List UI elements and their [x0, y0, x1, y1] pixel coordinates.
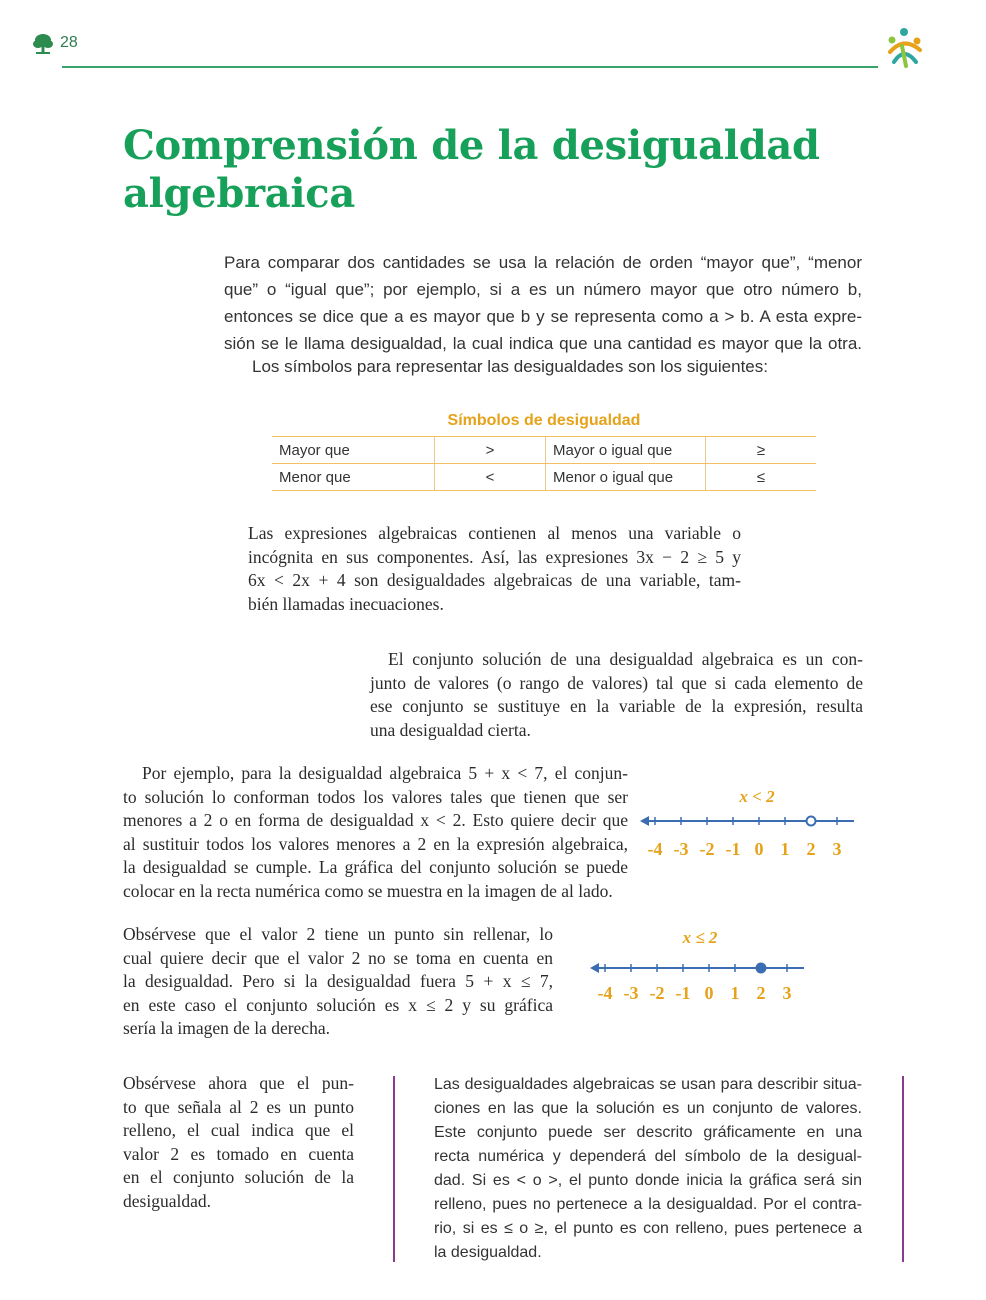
paragraph-line: bién llamadas inecuaciones.: [248, 593, 444, 614]
paragraph-line: ciones en las que la solución es un conjunto de valores.: [434, 1100, 862, 1117]
number-line-tick-label: 2: [756, 983, 766, 1003]
number-line-tick-label: 1: [730, 983, 740, 1003]
paragraph-line: sería la imagen de la derecha.: [123, 1018, 330, 1038]
paragraph-line: 6x < 2x + 4 son desigualdades algebraicas de una variable, tam-: [248, 570, 741, 590]
note-paragraph: [434, 1073, 862, 1265]
note-rule-left: [393, 1076, 395, 1262]
paragraph-line: en el conjunto solución de la: [123, 1167, 354, 1187]
table-cell: Menor que: [272, 464, 435, 491]
number-line-label: x < 2: [739, 787, 775, 806]
table-cell: Mayor que: [272, 437, 435, 464]
paragraph-line: colocar en la recta numérica como se muestra en la imagen de al lado.: [123, 880, 613, 901]
paragraph-line: relleno, pues no pertenece a la desigualdad. Por el contra-: [434, 1196, 862, 1213]
intro-paragraph: [224, 249, 862, 357]
algebra-paragraph: [248, 522, 741, 616]
paragraph-line: la desigualdad.: [434, 1244, 542, 1261]
paragraph-line: rio, si es ≤ o ≥, el punto es con relleno, pues pertenece a: [434, 1220, 862, 1237]
paragraph-line: to solución lo conforman todos los valores tales que tienen que ser: [123, 786, 628, 807]
symbols-table: [272, 436, 816, 491]
paragraph-line: Obsérvese ahora que el pun-: [123, 1073, 354, 1093]
number-line-label: x ≤ 2: [682, 928, 718, 947]
paragraph-line: la desigualdad se cumple. La gráfica del conjunto solución se puede: [123, 857, 628, 877]
paragraph-line: to que señala al 2 es un punto: [123, 1096, 354, 1117]
filled-point: [757, 964, 766, 973]
number-line-tick-label: 2: [806, 839, 816, 859]
header-rule: [62, 66, 878, 68]
intro-second-line: Los símbolos para representar las desigualdades son los siguientes:: [252, 357, 768, 376]
number-line-tick-label: -2: [649, 983, 665, 1003]
table-row: [272, 437, 816, 464]
paragraph-line: valor 2 es tomado en cuenta: [123, 1143, 354, 1164]
paragraph-line: recta numérica y dependerá del símbolo de la desigual-: [434, 1148, 862, 1165]
number-line-tick-label: -3: [623, 983, 639, 1003]
tree-icon: [32, 32, 54, 56]
table-title: Símbolos de desigualdad: [447, 412, 641, 429]
note-rule-right: [902, 1076, 904, 1262]
number-line-tick-label: -1: [675, 983, 691, 1003]
paragraph-line: en este caso el conjunto solución es x ≤ 2 y su gráfica: [123, 994, 553, 1015]
paragraph-line: El conjunto solución de una desigualdad algebraica es un con-: [388, 649, 863, 669]
table-cell: ≤: [706, 464, 817, 491]
title-line-1: Comprensión de la desigualdad: [123, 122, 820, 169]
paragraph-line: Las desigualdades algebraicas se usan para describir situa-: [434, 1076, 862, 1093]
number-line-tick-label: 0: [754, 839, 764, 859]
intro-line: Para comparar dos cantidades se usa la relación de orden “mayor que”, “menor: [224, 253, 862, 272]
number-line-open: [636, 782, 866, 866]
paragraph-line: Por ejemplo, para la desigualdad algebraica 5 + x < 7, el conjun-: [142, 763, 628, 783]
number-line-tick-label: 3: [782, 983, 792, 1003]
observe-filled-paragraph: [123, 1072, 354, 1213]
page-number: 28: [60, 34, 78, 51]
paragraph-line: al sustituir todos los valores menores a 2 en la expresión algebraica,: [123, 833, 628, 854]
paragraph-line: Este conjunto puede ser descrito gráficamente en una: [434, 1124, 862, 1141]
arrow-left-icon: [640, 816, 649, 826]
arrow-left-icon: [590, 963, 599, 973]
solution-paragraph: [370, 648, 863, 742]
number-line-tick-label: -4: [647, 839, 663, 859]
number-line-tick-label: 0: [704, 983, 714, 1003]
intro-line: entonces se dice que a es mayor que b y se representa como a > b. A esta expre-: [224, 307, 862, 326]
paragraph-line: la desigualdad. Pero si la desigualdad fuera 5 + x ≤ 7,: [123, 971, 553, 991]
paragraph-line: Obsérvese que el valor 2 tiene un punto sin rellenar, lo: [123, 924, 553, 944]
logo-icon: [880, 24, 928, 70]
table-cell: >: [435, 437, 546, 464]
number-line-tick-label: -4: [597, 983, 613, 1003]
table-cell: Mayor o igual que: [546, 437, 706, 464]
paragraph-line: ese conjunto se sustituye en la variable de la expresión, resulta: [370, 696, 863, 716]
paragraph-line: una desigualdad cierta.: [370, 719, 531, 740]
paragraph-line: incógnita en sus componentes. Así, las expresiones 3x − 2 ≥ 5 y: [248, 546, 741, 567]
open-point: [807, 817, 816, 826]
number-line-tick-label: 3: [832, 839, 842, 859]
number-line-filled: [586, 924, 816, 1008]
intro-line: sión se le llama desigualdad, la cual indica que una cantidad es mayor que la otra.: [224, 334, 862, 353]
table-row: [272, 464, 816, 491]
paragraph-line: Las expresiones algebraicas contienen al menos una variable o: [248, 523, 741, 543]
paragraph-line: cual quiere decir que el valor 2 no se toma en cuenta en: [123, 947, 553, 968]
intro-line: que” o “igual que”; por ejemplo, si a es un número mayor que otro número b,: [224, 280, 862, 299]
paragraph-line: menores a 2 o en forma de desigualdad x < 2. Esto quiere decir que: [123, 810, 628, 830]
number-line-tick-label: -3: [673, 839, 689, 859]
observe-open-paragraph: [123, 923, 553, 1041]
paragraph-line: dad. Si es < o >, el punto donde inicia la gráfica será sin: [434, 1172, 862, 1189]
number-line-tick-label: -1: [725, 839, 741, 859]
paragraph-line: junto de valores (o rango de valores) tal que si cada elemento de: [370, 672, 863, 693]
example-paragraph: [123, 762, 628, 903]
number-line-tick-label: 1: [780, 839, 790, 859]
table-cell: Menor o igual que: [546, 464, 706, 491]
table-cell: <: [435, 464, 546, 491]
title-line-2: algebraica: [123, 170, 355, 217]
paragraph-line: desigualdad.: [123, 1190, 211, 1211]
table-cell: ≥: [706, 437, 817, 464]
number-line-tick-label: -2: [699, 839, 715, 859]
paragraph-line: relleno, el cual indica que el: [123, 1120, 354, 1140]
page-title: [123, 122, 903, 218]
